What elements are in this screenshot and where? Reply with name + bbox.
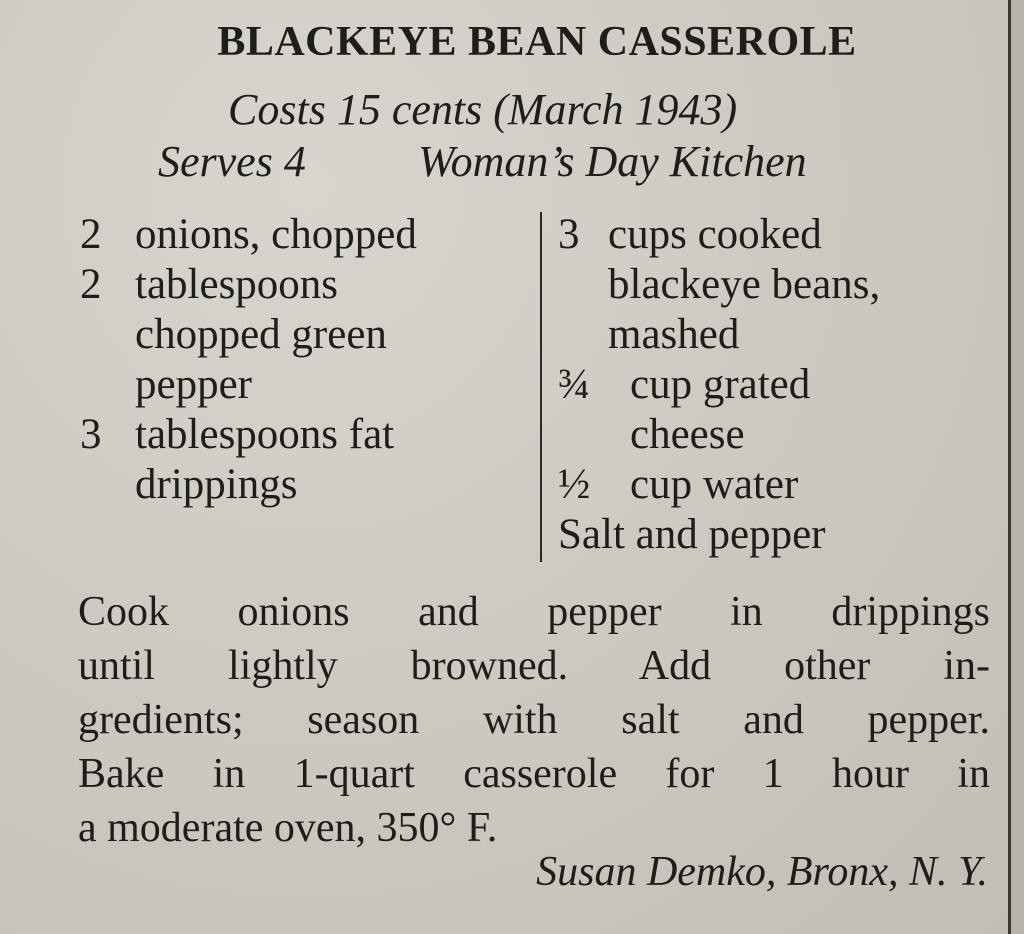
ingredient-row [558,210,998,260]
ingredient-quantity: ¾ [558,361,591,408]
ingredient-quantity: 2 [80,211,102,258]
directions-line: a moderate oven, 350° F. [78,805,498,851]
directions-line: gredients; season with salt and pepper. [78,697,990,743]
column-divider [540,212,542,562]
ingredient-text: Salt and pepper [558,511,826,558]
ingredient-text: tablespoons [135,261,339,308]
ingredient-text: cheese [630,411,745,458]
ingredient-quantity: ½ [558,461,591,508]
recipe-title: BLACKEYE BEAN CASSEROLE [217,19,857,65]
ingredient-row [558,310,998,360]
ingredient-text: drippings [135,461,298,508]
recipe-source: Woman’s Day Kitchen [418,137,807,186]
page-edge [1011,0,1024,934]
ingredient-row [558,410,998,460]
ingredient-text: tablespoons fat [135,411,395,458]
ingredient-text: onions, chopped [135,211,417,258]
ingredient-row [558,260,998,310]
ingredient-row [558,460,998,510]
ingredient-row [80,210,535,260]
ingredient-row [558,510,998,560]
ingredient-quantity: 2 [80,261,102,308]
directions-line: until lightly browned. Add other in- [78,643,990,689]
ingredient-row [558,360,998,410]
ingredient-quantity: 3 [558,211,580,258]
ingredient-text: pepper [135,361,252,408]
recipe-directions [78,585,990,855]
ingredient-row [80,410,535,460]
ingredient-text: cup grated [630,361,811,408]
directions-line: Cook onions and pepper in drippings [78,589,990,635]
directions-line: Bake in 1-quart casserole for 1 hour in [78,751,990,797]
ingredient-row [80,360,535,410]
recipe-credit: Susan Demko, Bronx, N. Y. [536,849,988,895]
ingredient-text: cups cooked [608,211,822,258]
ingredient-text: cup water [630,461,799,508]
ingredient-row [80,460,535,510]
ingredient-quantity: 3 [80,411,102,458]
ingredients-left-column [80,210,535,510]
ingredient-text: mashed [608,311,740,358]
ingredient-text: chopped green [135,311,387,358]
ingredients-right-column [558,210,998,560]
recipe-cost: Costs 15 cents (March 1943) [228,85,738,134]
ingredient-text: blackeye beans, [608,261,881,308]
ingredient-row [80,310,535,360]
recipe-serves: Serves 4 [158,137,306,186]
ingredient-row [80,260,535,310]
